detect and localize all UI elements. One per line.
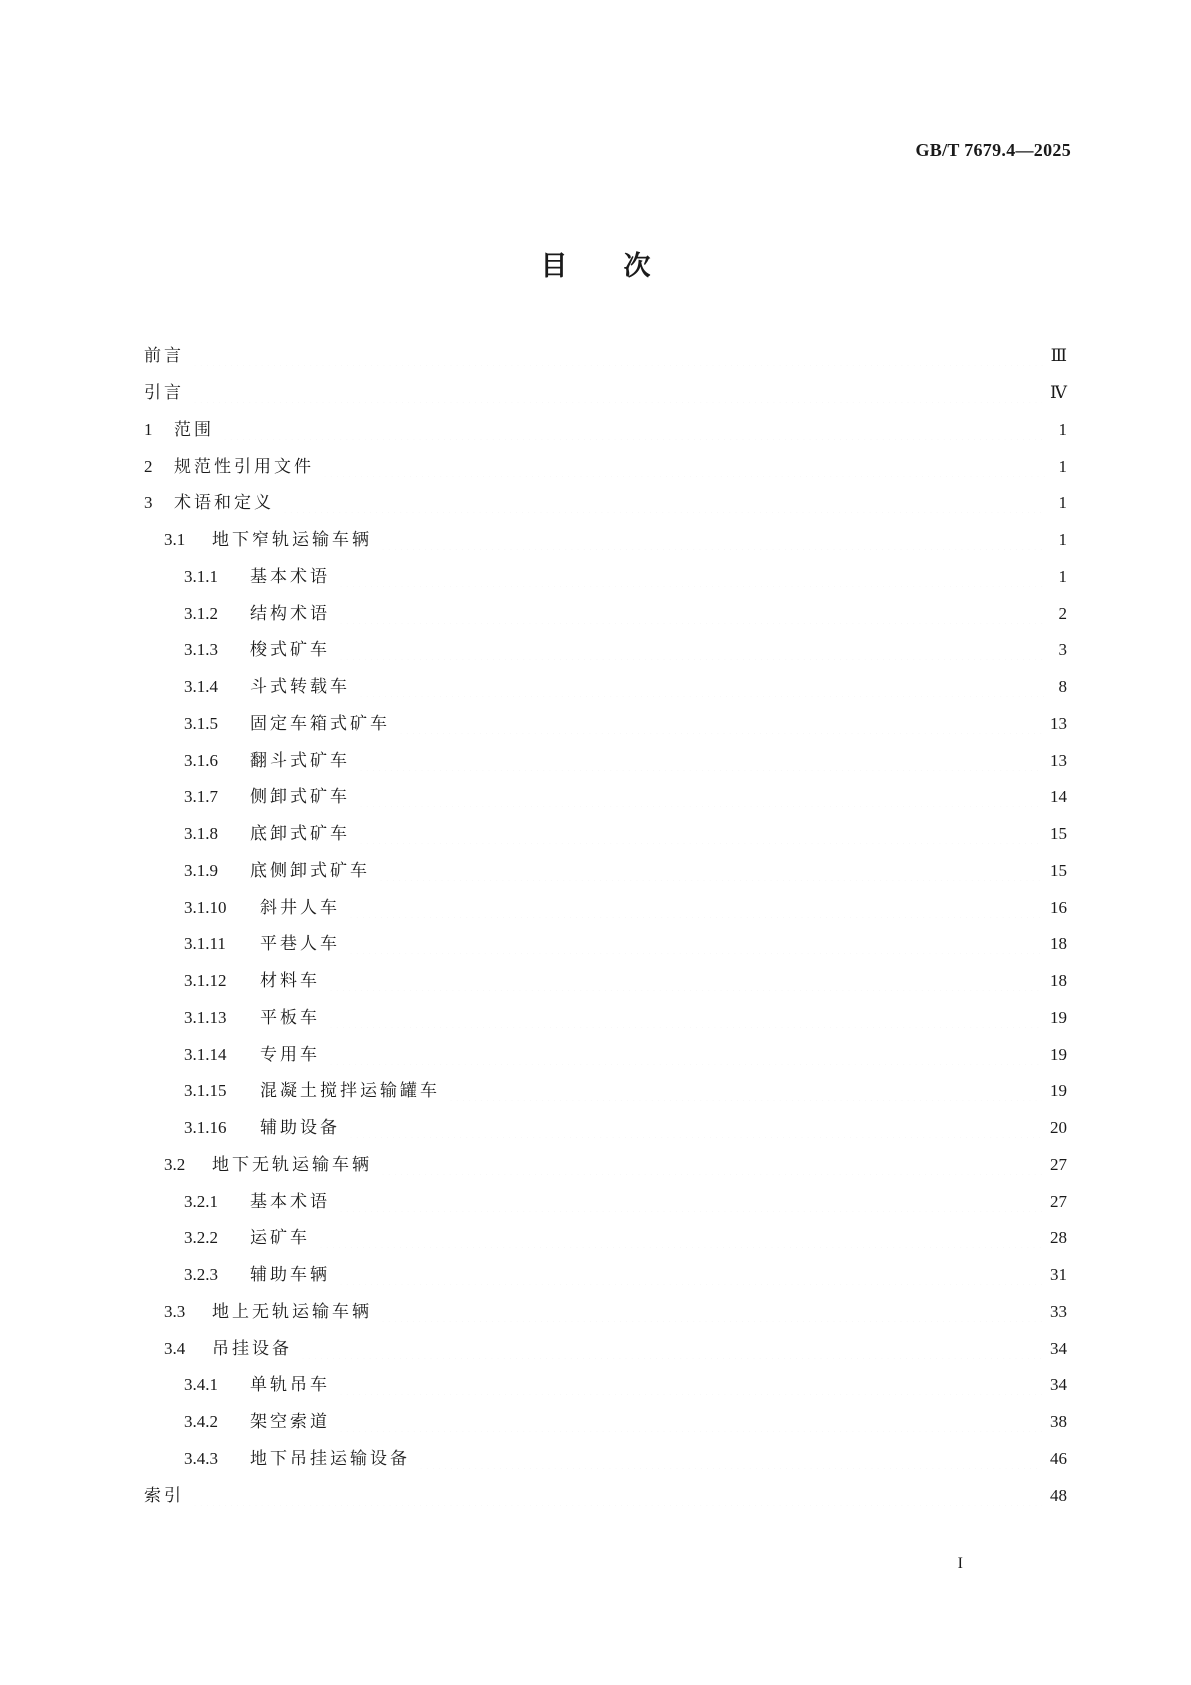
toc-entry-label: 地下吊挂运输设备 xyxy=(250,1448,410,1469)
toc-entry[interactable] xyxy=(144,1257,1067,1294)
toc-entry-page: 3 xyxy=(1058,640,1067,660)
toc-entry-label: 吊挂设备 xyxy=(212,1338,292,1359)
toc-entry-label: 侧卸式矿车 xyxy=(250,787,350,808)
toc-entry-number: 3.1.1 xyxy=(184,566,218,586)
toc-entry-page: 18 xyxy=(1050,971,1067,991)
toc-entry-page: 19 xyxy=(1050,1081,1067,1101)
toc-entry-page: 34 xyxy=(1050,1375,1067,1395)
toc-entry-page: Ⅲ xyxy=(1050,346,1067,366)
toc-entry-number: 3 xyxy=(144,493,153,513)
toc-entry[interactable] xyxy=(144,522,1067,559)
page-title: 目次 xyxy=(540,251,707,282)
toc-entry[interactable] xyxy=(144,1183,1067,1220)
toc-leader-dots xyxy=(358,677,1045,697)
toc-entry[interactable] xyxy=(144,632,1067,669)
toc-entry-label: 辅助车辆 xyxy=(250,1265,330,1286)
toc-leader-dots xyxy=(328,1008,1042,1028)
toc-leader-dots xyxy=(338,640,1045,660)
toc-entry-page: 34 xyxy=(1050,1338,1067,1358)
toc-entry-label: 基本术语 xyxy=(250,1191,330,1212)
toc-entry-number: 3.1.7 xyxy=(184,787,218,807)
toc-entry-label: 架空索道 xyxy=(250,1412,330,1433)
toc-entry-label: 辅助设备 xyxy=(260,1118,340,1139)
toc-entry-page: 1 xyxy=(1058,456,1067,476)
toc-entry-label: 术语和定义 xyxy=(174,493,274,514)
toc-entry[interactable] xyxy=(144,963,1067,1000)
toc-entry[interactable] xyxy=(144,853,1067,890)
toc-leader-dots xyxy=(192,383,1042,403)
toc-leader-dots xyxy=(282,493,1045,513)
toc-entry[interactable] xyxy=(144,1330,1067,1367)
toc-entry-number: 3.1.6 xyxy=(184,750,218,770)
toc-entry-page: 13 xyxy=(1050,713,1067,733)
toc-entry[interactable] xyxy=(144,706,1067,743)
toc-entry-number: 3.4.1 xyxy=(184,1375,218,1395)
toc-entry-label: 专用车 xyxy=(260,1044,320,1065)
toc-entry-label: 前言 xyxy=(144,346,184,367)
toc-entry-page: 38 xyxy=(1050,1412,1067,1432)
toc-entry-label: 单轨吊车 xyxy=(250,1375,330,1396)
page-number: I xyxy=(957,1555,963,1572)
toc-entry-page: 15 xyxy=(1050,824,1067,844)
toc-entry-page: 2 xyxy=(1058,603,1067,623)
toc-leader-dots xyxy=(338,1192,1042,1212)
toc-entry-label: 基本术语 xyxy=(250,566,330,587)
toc-entry[interactable] xyxy=(144,1110,1067,1147)
toc-entry-label: 平巷人车 xyxy=(260,934,340,955)
table-of-contents xyxy=(144,338,1067,1514)
toc-leader-dots xyxy=(328,1045,1042,1065)
toc-entry[interactable] xyxy=(144,1367,1067,1404)
toc-entry[interactable] xyxy=(144,1404,1067,1441)
toc-entry-number: 3.1 xyxy=(164,530,186,550)
toc-entry[interactable] xyxy=(144,1036,1067,1073)
toc-entry-page: 27 xyxy=(1050,1191,1067,1211)
toc-entry-page: 46 xyxy=(1050,1448,1067,1468)
toc-leader-dots xyxy=(192,1486,1042,1506)
toc-entry-label: 斗式转载车 xyxy=(250,677,350,698)
toc-entry-number: 3.2.3 xyxy=(184,1265,218,1285)
toc-leader-dots xyxy=(338,567,1045,587)
toc-leader-dots xyxy=(358,751,1042,771)
toc-leader-dots xyxy=(398,714,1042,734)
toc-leader-dots xyxy=(358,787,1042,807)
toc-leader-dots xyxy=(348,898,1042,918)
toc-entry-number: 1 xyxy=(144,419,153,439)
toc-entry-label: 结构术语 xyxy=(250,603,330,624)
toc-leader-dots xyxy=(322,457,1045,477)
toc-entry-number: 3.4.2 xyxy=(184,1412,218,1432)
toc-entry[interactable] xyxy=(144,889,1067,926)
toc-entry-label: 底卸式矿车 xyxy=(250,824,350,845)
toc-leader-dots xyxy=(338,604,1045,624)
toc-entry-number: 2 xyxy=(144,456,153,476)
toc-entry-label: 混凝土搅拌运输罐车 xyxy=(260,1081,440,1102)
toc-entry-number: 3.4 xyxy=(164,1338,186,1358)
toc-leader-dots xyxy=(348,1118,1042,1138)
toc-entry-number: 3.1.3 xyxy=(184,640,218,660)
toc-entry[interactable] xyxy=(144,742,1067,779)
toc-entry-page: 33 xyxy=(1050,1301,1067,1321)
toc-leader-dots xyxy=(338,1375,1042,1395)
toc-entry-page: 20 xyxy=(1050,1118,1067,1138)
toc-entry[interactable] xyxy=(144,1294,1067,1331)
toc-entry-label: 索引 xyxy=(144,1485,184,1506)
toc-leader-dots xyxy=(222,420,1045,440)
toc-entry-page: 16 xyxy=(1050,897,1067,917)
toc-entry-label: 范围 xyxy=(174,419,214,440)
toc-entry-label: 材料车 xyxy=(260,971,320,992)
toc-entry-number: 3.2 xyxy=(164,1154,186,1174)
toc-entry-label: 运矿车 xyxy=(250,1228,310,1249)
toc-entry-page: 13 xyxy=(1050,750,1067,770)
toc-leader-dots xyxy=(418,1449,1042,1469)
toc-entry-label: 斜井人车 xyxy=(260,897,340,918)
toc-entry-number: 3.1.2 xyxy=(184,603,218,623)
toc-entry[interactable] xyxy=(144,779,1067,816)
toc-entry-number: 3.3 xyxy=(164,1301,186,1321)
toc-entry-number: 3.1.11 xyxy=(184,934,226,954)
toc-entry[interactable] xyxy=(144,1147,1067,1184)
toc-entry-page: 1 xyxy=(1058,530,1067,550)
toc-entry-page: 31 xyxy=(1050,1265,1067,1285)
toc-entry-label: 平板车 xyxy=(260,1007,320,1028)
toc-entry[interactable] xyxy=(144,375,1067,412)
toc-entry-page: Ⅳ xyxy=(1050,383,1067,403)
toc-entry[interactable] xyxy=(144,669,1067,706)
toc-entry-number: 3.1.4 xyxy=(184,677,218,697)
toc-entry[interactable] xyxy=(144,1477,1067,1514)
toc-leader-dots xyxy=(300,1339,1042,1359)
toc-entry-number: 3.2.1 xyxy=(184,1191,218,1211)
toc-leader-dots xyxy=(380,1155,1042,1175)
toc-entry-label: 固定车箱式矿车 xyxy=(250,713,390,734)
toc-entry-number: 3.1.5 xyxy=(184,713,218,733)
toc-leader-dots xyxy=(318,1228,1042,1248)
toc-entry-page: 18 xyxy=(1050,934,1067,954)
toc-entry-label: 引言 xyxy=(144,383,184,404)
toc-entry[interactable] xyxy=(144,1441,1067,1478)
toc-entry[interactable] xyxy=(144,559,1067,596)
toc-entry-page: 28 xyxy=(1050,1228,1067,1248)
toc-entry-page: 1 xyxy=(1058,566,1067,586)
toc-leader-dots xyxy=(380,530,1045,550)
toc-entry-label: 规范性引用文件 xyxy=(174,456,314,477)
toc-leader-dots xyxy=(358,824,1042,844)
toc-entry-page: 48 xyxy=(1050,1485,1067,1505)
toc-entry-label: 底侧卸式矿车 xyxy=(250,860,370,881)
toc-entry[interactable] xyxy=(144,1073,1067,1110)
toc-leader-dots xyxy=(192,346,1043,366)
toc-entry-number: 3.1.13 xyxy=(184,1007,227,1027)
toc-entry-label: 地上无轨运输车辆 xyxy=(212,1301,372,1322)
toc-entry-number: 3.1.14 xyxy=(184,1044,227,1064)
toc-entry-page: 8 xyxy=(1058,677,1067,697)
toc-entry-label: 梭式矿车 xyxy=(250,640,330,661)
toc-entry[interactable] xyxy=(144,338,1067,375)
toc-entry-number: 3.1.8 xyxy=(184,824,218,844)
toc-entry-label: 翻斗式矿车 xyxy=(250,750,350,771)
toc-entry-page: 19 xyxy=(1050,1007,1067,1027)
toc-leader-dots xyxy=(348,934,1042,954)
toc-entry-page: 19 xyxy=(1050,1044,1067,1064)
toc-entry[interactable] xyxy=(144,448,1067,485)
toc-entry-label: 地下窄轨运输车辆 xyxy=(212,530,372,551)
toc-entry-page: 27 xyxy=(1050,1154,1067,1174)
toc-entry[interactable] xyxy=(144,485,1067,522)
toc-entry-number: 3.1.12 xyxy=(184,971,227,991)
toc-entry-page: 15 xyxy=(1050,860,1067,880)
toc-entry-number: 3.4.3 xyxy=(184,1448,218,1468)
toc-leader-dots xyxy=(448,1081,1042,1101)
toc-entry-number: 3.2.2 xyxy=(184,1228,218,1248)
toc-entry-number: 3.1.16 xyxy=(184,1118,227,1138)
toc-entry-number: 3.1.10 xyxy=(184,897,227,917)
toc-leader-dots xyxy=(328,971,1042,991)
toc-entry[interactable] xyxy=(144,816,1067,853)
toc-entry[interactable] xyxy=(144,1000,1067,1037)
toc-leader-dots xyxy=(380,1302,1042,1322)
toc-leader-dots xyxy=(338,1412,1042,1432)
toc-entry[interactable] xyxy=(144,412,1067,449)
toc-entry[interactable] xyxy=(144,1220,1067,1257)
standard-code: GB/T 7679.4—2025 xyxy=(915,140,1071,160)
toc-entry-page: 14 xyxy=(1050,787,1067,807)
toc-entry[interactable] xyxy=(144,595,1067,632)
toc-entry-label: 地下无轨运输车辆 xyxy=(212,1154,372,1175)
toc-entry-number: 3.1.9 xyxy=(184,860,218,880)
toc-entry[interactable] xyxy=(144,926,1067,963)
toc-entry-number: 3.1.15 xyxy=(184,1081,227,1101)
toc-entry-page: 1 xyxy=(1058,419,1067,439)
toc-leader-dots xyxy=(378,861,1042,881)
toc-entry-page: 1 xyxy=(1058,493,1067,513)
toc-leader-dots xyxy=(338,1265,1042,1285)
